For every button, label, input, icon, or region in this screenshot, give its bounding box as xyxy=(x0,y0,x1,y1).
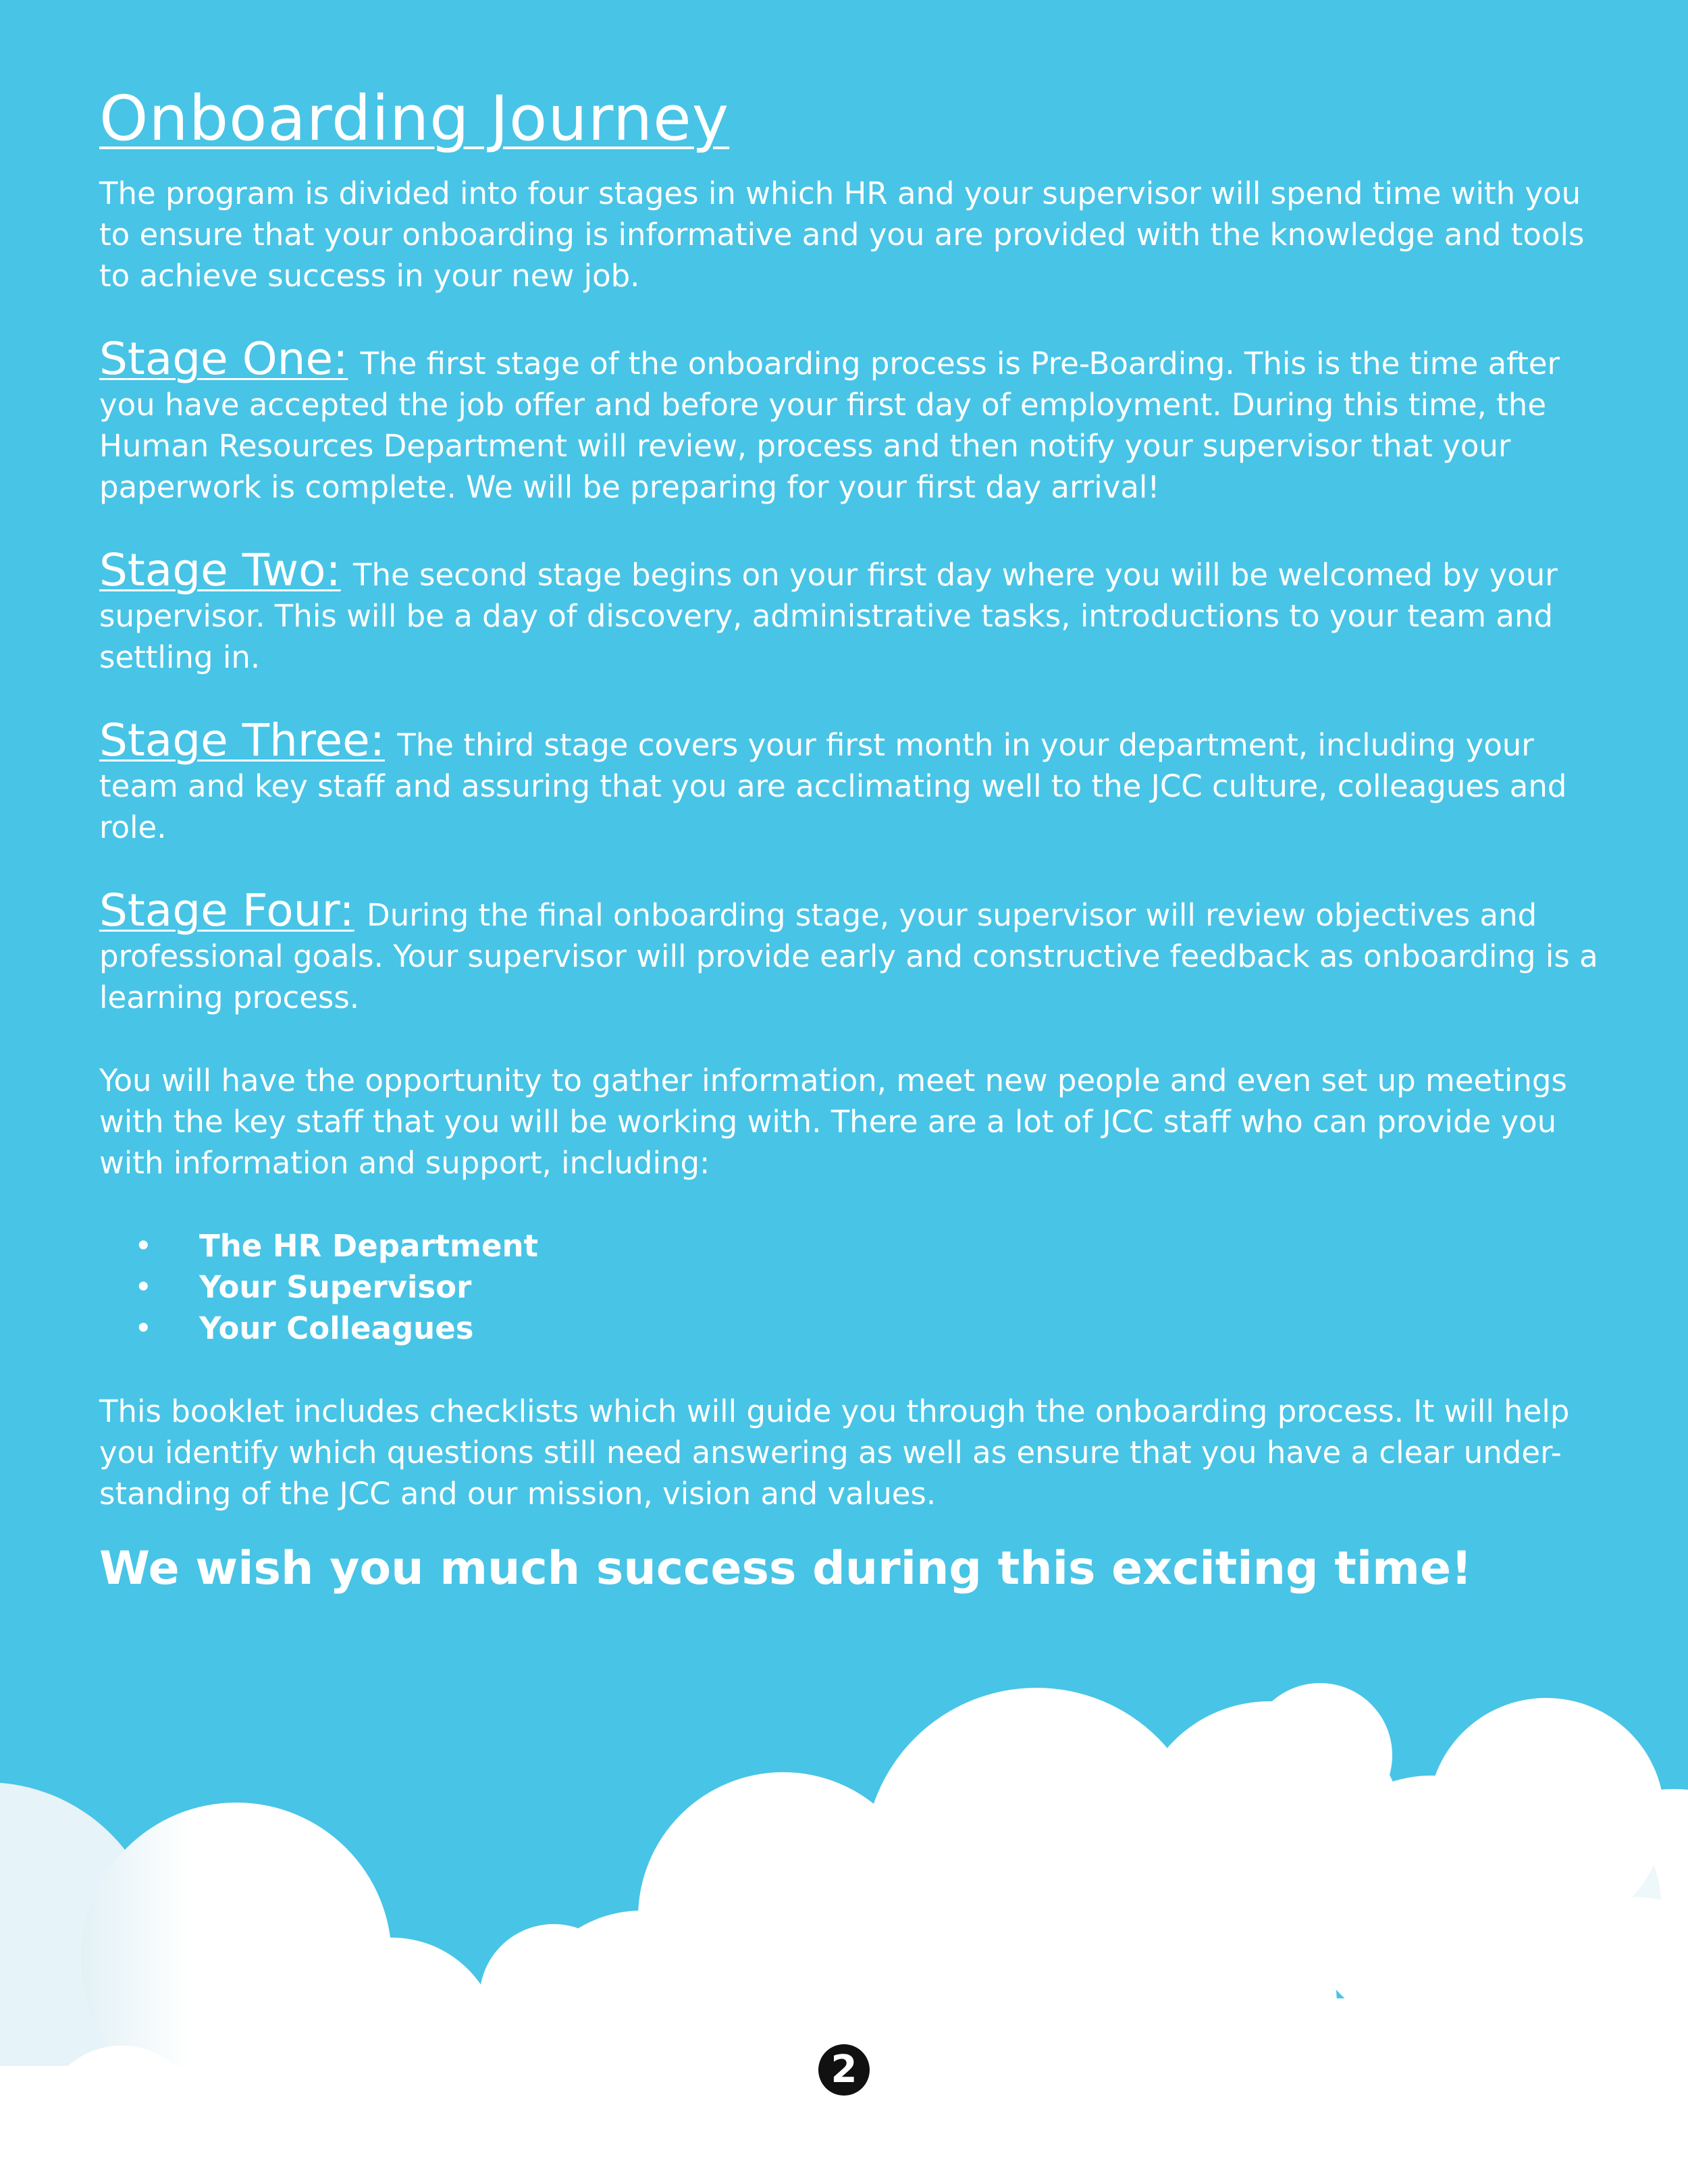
closing-message: We wish you much success during this exciting time! xyxy=(99,1542,1473,1595)
bullet-icon: • xyxy=(134,1310,153,1346)
stage-four-heading: Stage Four: xyxy=(99,884,354,936)
page-number-badge: 2 xyxy=(818,2044,870,2096)
page-content xyxy=(99,82,1605,1597)
stage-four-text: During the final onboarding stage, your supervisor will review objectives and professional goals. Your supervisor will provide early and constructive feedback as onboarding is a learning process. xyxy=(99,897,1598,1015)
list-item xyxy=(99,1308,1605,1349)
stage-two-text: The second stage begins on your first day where you will be welcomed by your supervisor. This will be a day of discovery, administrative tasks, introductions to your team and settling in. xyxy=(99,557,1558,675)
stage-two-heading: Stage Two: xyxy=(99,544,341,596)
stage-one-paragraph xyxy=(99,333,1605,508)
page-title: Onboarding Journey xyxy=(99,82,730,155)
support-list xyxy=(99,1225,1605,1349)
list-item-label: Your Colleagues xyxy=(199,1310,474,1346)
stage-one-heading: Stage One: xyxy=(99,333,348,385)
list-item-label: The HR Department xyxy=(199,1228,539,1264)
stage-two-paragraph xyxy=(99,544,1605,678)
stage-four-paragraph xyxy=(99,884,1605,1018)
stage-three-heading: Stage Three: xyxy=(99,714,385,766)
list-item xyxy=(99,1225,1605,1267)
bullet-icon: • xyxy=(134,1269,153,1305)
cloud-base xyxy=(338,1998,1688,2133)
list-item xyxy=(99,1267,1605,1308)
stage-one-text: The first stage of the onboarding process is Pre-Boarding. This is the time after you have accepted the job offer and before your first day of employment. During this time, the Human Resources Department will review, process and then notify your supervisor that your paperwork is complete. We will be preparing for your first day arrival! xyxy=(99,346,1560,505)
opportunity-paragraph: You will have the opportunity to gather information, meet new people and even set up meetings with the key staff that you will be working with. There are a lot of JCC staff who can provide you with information and support, including: xyxy=(99,1063,1567,1181)
stage-three-text: The third stage covers your first month in your department, including your team and key staff and assuring that you are acclimating well to the JCC culture, colleagues and role. xyxy=(99,727,1567,845)
list-item-label: Your Supervisor xyxy=(199,1269,472,1305)
booklet-paragraph: This booklet includes checklists which will guide you through the onboarding process. It will help you identify which questions still need answering as well as ensure that you have a clear under-standing of the JCC and our mission, vision and values. xyxy=(99,1393,1570,1512)
bullet-icon: • xyxy=(134,1228,153,1264)
intro-paragraph: The program is divided into four stages in which HR and your supervisor will spend time with you to ensure that your onboarding is informative and you are provided with the knowledge and tools to achieve success in your new job. xyxy=(99,176,1585,294)
stage-three-paragraph xyxy=(99,714,1605,848)
